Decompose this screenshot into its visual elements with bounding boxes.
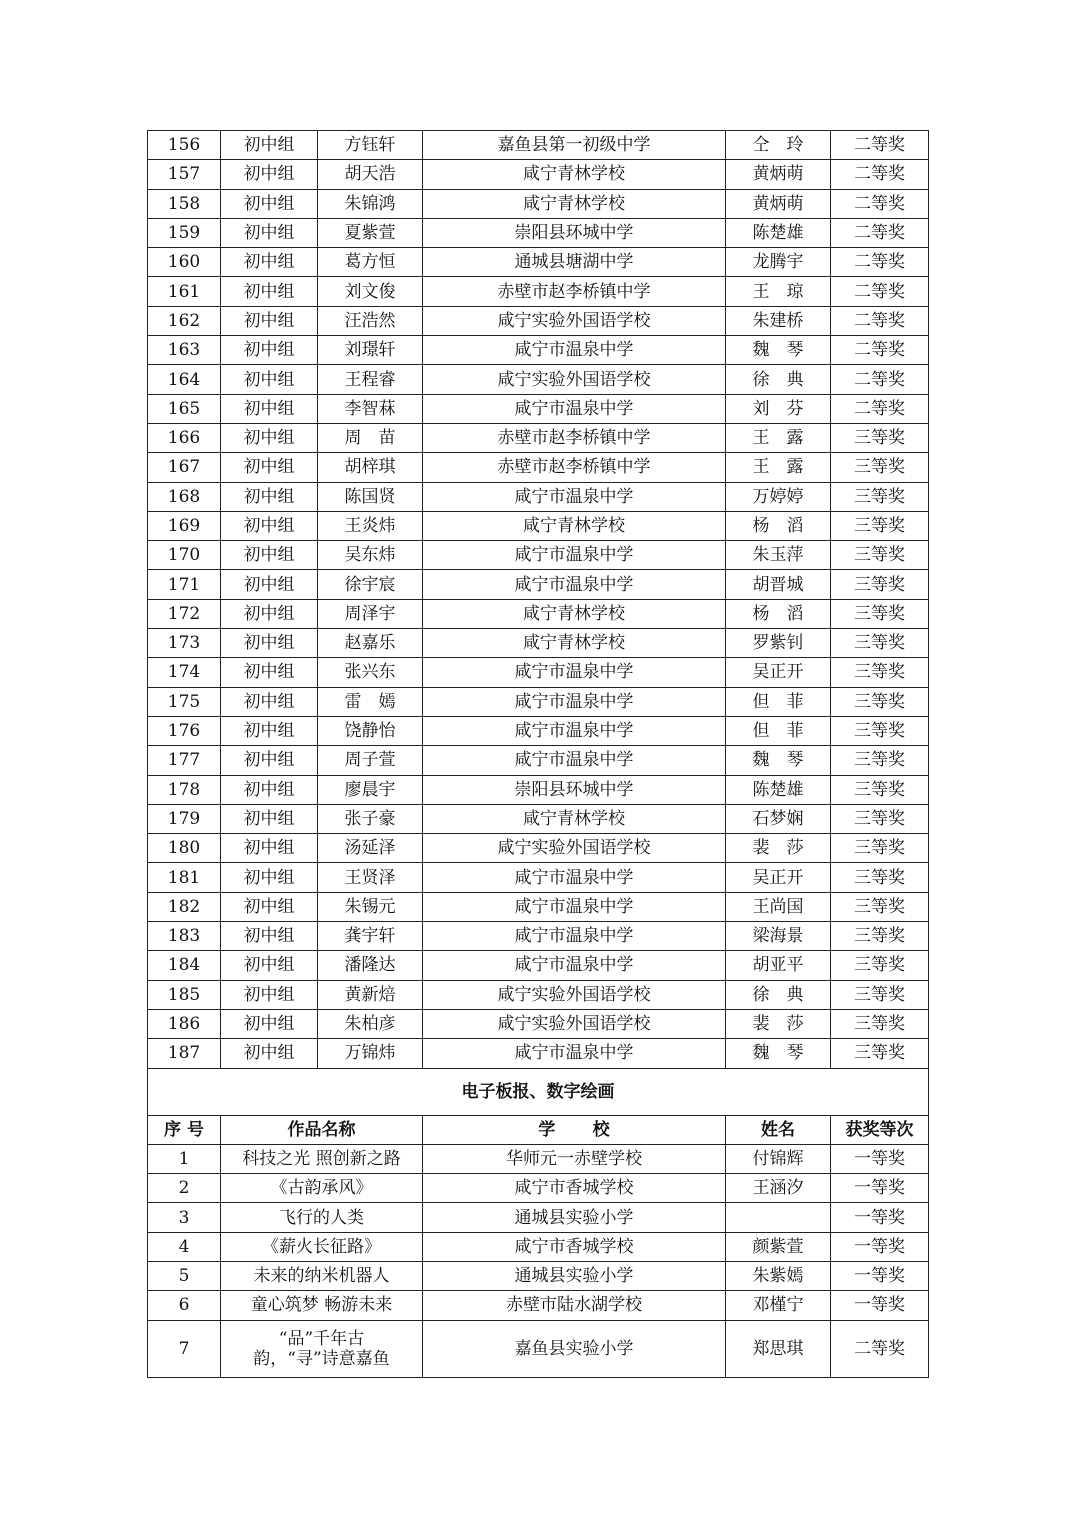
row-school: 咸宁青林学校 <box>423 160 726 189</box>
row-number: 182 <box>148 892 221 921</box>
art-school: 通城县实验小学 <box>423 1203 726 1232</box>
row-student: 雷 嫣 <box>318 687 423 716</box>
row-teacher: 但 菲 <box>726 687 831 716</box>
header-school-label: 学 校 <box>538 1119 620 1140</box>
awards-table-body <box>148 131 929 1378</box>
row-teacher: 朱玉萍 <box>726 541 831 570</box>
row-number: 183 <box>148 922 221 951</box>
row-number: 173 <box>148 629 221 658</box>
row-group: 初中组 <box>221 394 318 423</box>
table-row <box>148 1232 929 1261</box>
row-student: 潘隆达 <box>318 951 423 980</box>
row-teacher: 万婷婷 <box>726 482 831 511</box>
table-row <box>148 1009 929 1038</box>
row-award: 三等奖 <box>831 1039 929 1068</box>
row-teacher: 魏 琴 <box>726 746 831 775</box>
row-award: 三等奖 <box>831 511 929 540</box>
row-teacher: 陈楚雄 <box>726 218 831 247</box>
row-award: 三等奖 <box>831 922 929 951</box>
table-row <box>148 1291 929 1320</box>
table-row <box>148 1203 929 1232</box>
row-teacher: 吴正开 <box>726 658 831 687</box>
row-group: 初中组 <box>221 336 318 365</box>
row-school: 咸宁市温泉中学 <box>423 687 726 716</box>
art-school: 赤壁市陆水湖学校 <box>423 1291 726 1320</box>
row-school: 咸宁实验外国语学校 <box>423 1009 726 1038</box>
row-teacher: 王 露 <box>726 453 831 482</box>
row-student: 张兴东 <box>318 658 423 687</box>
art-number: 7 <box>148 1320 221 1377</box>
art-award: 一等奖 <box>831 1232 929 1261</box>
row-school: 咸宁市温泉中学 <box>423 482 726 511</box>
art-award: 一等奖 <box>831 1144 929 1173</box>
row-award: 三等奖 <box>831 687 929 716</box>
row-number: 172 <box>148 599 221 628</box>
row-teacher: 黄炳萌 <box>726 189 831 218</box>
row-award: 三等奖 <box>831 746 929 775</box>
row-school: 崇阳县环城中学 <box>423 775 726 804</box>
row-student: 胡天浩 <box>318 160 423 189</box>
row-student: 张子豪 <box>318 804 423 833</box>
row-award: 三等奖 <box>831 599 929 628</box>
header-award: 获奖等次 <box>831 1115 929 1144</box>
row-teacher: 王 露 <box>726 423 831 452</box>
row-group: 初中组 <box>221 541 318 570</box>
art-student: 邓槿宁 <box>726 1291 831 1320</box>
table-row <box>148 365 929 394</box>
row-teacher: 裴 莎 <box>726 1009 831 1038</box>
row-award: 三等奖 <box>831 980 929 1009</box>
row-teacher: 梁海景 <box>726 922 831 951</box>
row-award: 三等奖 <box>831 453 929 482</box>
row-teacher: 胡晋城 <box>726 570 831 599</box>
art-student: 郑思琪 <box>726 1320 831 1377</box>
row-number: 178 <box>148 775 221 804</box>
table-row <box>148 248 929 277</box>
row-teacher: 但 菲 <box>726 716 831 745</box>
art-student: 颜紫萱 <box>726 1232 831 1261</box>
row-number: 179 <box>148 804 221 833</box>
row-student: 吴东炜 <box>318 541 423 570</box>
row-group: 初中组 <box>221 131 318 160</box>
row-group: 初中组 <box>221 775 318 804</box>
row-student: 王程睿 <box>318 365 423 394</box>
row-number: 177 <box>148 746 221 775</box>
row-group: 初中组 <box>221 599 318 628</box>
row-school: 咸宁市温泉中学 <box>423 746 726 775</box>
row-school: 赤壁市赵李桥镇中学 <box>423 453 726 482</box>
row-school: 咸宁青林学校 <box>423 189 726 218</box>
row-award: 三等奖 <box>831 804 929 833</box>
row-school: 咸宁青林学校 <box>423 511 726 540</box>
row-group: 初中组 <box>221 570 318 599</box>
row-school: 咸宁青林学校 <box>423 599 726 628</box>
row-award: 二等奖 <box>831 306 929 335</box>
row-student: 王炎炜 <box>318 511 423 540</box>
row-award: 三等奖 <box>831 1009 929 1038</box>
section-title: 电子板报、数字绘画 <box>148 1068 929 1115</box>
table-row <box>148 423 929 452</box>
row-student: 周 苗 <box>318 423 423 452</box>
row-number: 164 <box>148 365 221 394</box>
art-student: 朱紫嫣 <box>726 1261 831 1290</box>
table-row <box>148 863 929 892</box>
art-award: 一等奖 <box>831 1261 929 1290</box>
row-teacher: 杨 滔 <box>726 511 831 540</box>
row-award: 三等奖 <box>831 541 929 570</box>
row-group: 初中组 <box>221 218 318 247</box>
row-group: 初中组 <box>221 863 318 892</box>
row-number: 156 <box>148 131 221 160</box>
row-student: 汪浩然 <box>318 306 423 335</box>
row-teacher: 黄炳萌 <box>726 160 831 189</box>
table-row <box>148 1320 929 1377</box>
table-row <box>148 922 929 951</box>
row-number: 158 <box>148 189 221 218</box>
row-number: 171 <box>148 570 221 599</box>
row-number: 184 <box>148 951 221 980</box>
row-group: 初中组 <box>221 892 318 921</box>
header-no: 序 号 <box>148 1115 221 1144</box>
row-group: 初中组 <box>221 365 318 394</box>
row-school: 咸宁实验外国语学校 <box>423 834 726 863</box>
row-group: 初中组 <box>221 248 318 277</box>
header-name: 姓名 <box>726 1115 831 1144</box>
row-school: 咸宁市温泉中学 <box>423 1039 726 1068</box>
row-school: 咸宁市温泉中学 <box>423 922 726 951</box>
art-work-title: 未来的纳米机器人 <box>221 1261 423 1290</box>
row-group: 初中组 <box>221 658 318 687</box>
row-student: 龚宇轩 <box>318 922 423 951</box>
row-student: 方钰轩 <box>318 131 423 160</box>
row-student: 刘璟轩 <box>318 336 423 365</box>
table-row <box>148 306 929 335</box>
table-row <box>148 570 929 599</box>
row-school: 咸宁实验外国语学校 <box>423 365 726 394</box>
row-student: 夏紫萱 <box>318 218 423 247</box>
art-award: 一等奖 <box>831 1291 929 1320</box>
row-number: 167 <box>148 453 221 482</box>
header-work: 作品名称 <box>221 1115 423 1144</box>
table-row <box>148 160 929 189</box>
row-award: 三等奖 <box>831 863 929 892</box>
row-group: 初中组 <box>221 453 318 482</box>
table-row <box>148 541 929 570</box>
table-row <box>148 629 929 658</box>
row-group: 初中组 <box>221 423 318 452</box>
row-group: 初中组 <box>221 160 318 189</box>
row-student: 万锦炜 <box>318 1039 423 1068</box>
row-number: 165 <box>148 394 221 423</box>
row-school: 咸宁市温泉中学 <box>423 658 726 687</box>
row-number: 181 <box>148 863 221 892</box>
row-student: 徐宇宸 <box>318 570 423 599</box>
art-number: 1 <box>148 1144 221 1173</box>
row-teacher: 魏 琴 <box>726 336 831 365</box>
row-number: 170 <box>148 541 221 570</box>
table-row <box>148 189 929 218</box>
row-group: 初中组 <box>221 189 318 218</box>
table-row <box>148 277 929 306</box>
table-row <box>148 511 929 540</box>
row-student: 汤延泽 <box>318 834 423 863</box>
row-school: 嘉鱼县第一初级中学 <box>423 131 726 160</box>
row-award: 三等奖 <box>831 629 929 658</box>
art-award: 二等奖 <box>831 1320 929 1377</box>
row-award: 三等奖 <box>831 834 929 863</box>
row-group: 初中组 <box>221 277 318 306</box>
row-student: 李智菻 <box>318 394 423 423</box>
row-number: 185 <box>148 980 221 1009</box>
row-teacher: 魏 琴 <box>726 1039 831 1068</box>
row-award: 二等奖 <box>831 160 929 189</box>
table-row <box>148 775 929 804</box>
art-student: 付锦辉 <box>726 1144 831 1173</box>
table-row <box>148 482 929 511</box>
row-number: 166 <box>148 423 221 452</box>
row-award: 二等奖 <box>831 365 929 394</box>
art-number: 2 <box>148 1174 221 1203</box>
art-award: 一等奖 <box>831 1203 929 1232</box>
row-teacher: 吴正开 <box>726 863 831 892</box>
row-number: 163 <box>148 336 221 365</box>
row-group: 初中组 <box>221 482 318 511</box>
row-group: 初中组 <box>221 746 318 775</box>
table-row <box>148 1174 929 1203</box>
row-award: 二等奖 <box>831 336 929 365</box>
row-award: 二等奖 <box>831 131 929 160</box>
header-school <box>423 1115 726 1144</box>
row-student: 周泽宇 <box>318 599 423 628</box>
table-row <box>148 1261 929 1290</box>
row-school: 咸宁青林学校 <box>423 804 726 833</box>
art-school: 华师元一赤壁学校 <box>423 1144 726 1173</box>
art-work-title: 科技之光 照创新之路 <box>221 1144 423 1173</box>
art-school: 通城县实验小学 <box>423 1261 726 1290</box>
row-school: 崇阳县环城中学 <box>423 218 726 247</box>
row-teacher: 陈楚雄 <box>726 775 831 804</box>
table-row <box>148 834 929 863</box>
row-student: 胡梓琪 <box>318 453 423 482</box>
table-row <box>148 804 929 833</box>
table-row <box>148 746 929 775</box>
row-group: 初中组 <box>221 804 318 833</box>
row-teacher: 龙腾宇 <box>726 248 831 277</box>
row-student: 廖晨宇 <box>318 775 423 804</box>
art-award: 一等奖 <box>831 1174 929 1203</box>
row-teacher: 王 琼 <box>726 277 831 306</box>
row-group: 初中组 <box>221 980 318 1009</box>
row-school: 咸宁市温泉中学 <box>423 863 726 892</box>
table-row <box>148 453 929 482</box>
row-number: 175 <box>148 687 221 716</box>
art-work-title: 《薪火长征路》 <box>221 1232 423 1261</box>
row-number: 162 <box>148 306 221 335</box>
row-teacher: 罗紫钊 <box>726 629 831 658</box>
row-number: 186 <box>148 1009 221 1038</box>
row-student: 朱锡元 <box>318 892 423 921</box>
row-teacher: 徐 典 <box>726 365 831 394</box>
row-school: 赤壁市赵李桥镇中学 <box>423 277 726 306</box>
row-number: 157 <box>148 160 221 189</box>
row-number: 176 <box>148 716 221 745</box>
art-school: 咸宁市香城学校 <box>423 1232 726 1261</box>
row-teacher: 杨 滔 <box>726 599 831 628</box>
row-teacher: 裴 莎 <box>726 834 831 863</box>
row-student: 朱锦鸿 <box>318 189 423 218</box>
art-number: 4 <box>148 1232 221 1261</box>
row-group: 初中组 <box>221 687 318 716</box>
table-row <box>148 394 929 423</box>
row-award: 三等奖 <box>831 892 929 921</box>
art-student: 王涵汐 <box>726 1174 831 1203</box>
row-teacher: 刘 芬 <box>726 394 831 423</box>
row-group: 初中组 <box>221 951 318 980</box>
row-student: 陈国贤 <box>318 482 423 511</box>
row-teacher: 胡亚平 <box>726 951 831 980</box>
row-award: 二等奖 <box>831 394 929 423</box>
table-row <box>148 599 929 628</box>
art-number: 5 <box>148 1261 221 1290</box>
art-work-title: 《古韵承风》 <box>221 1174 423 1203</box>
row-student: 刘文俊 <box>318 277 423 306</box>
row-teacher: 徐 典 <box>726 980 831 1009</box>
row-group: 初中组 <box>221 629 318 658</box>
art-school: 咸宁市香城学校 <box>423 1174 726 1203</box>
row-award: 三等奖 <box>831 775 929 804</box>
row-group: 初中组 <box>221 716 318 745</box>
row-award: 三等奖 <box>831 570 929 599</box>
row-school: 咸宁市温泉中学 <box>423 951 726 980</box>
row-student: 饶静怡 <box>318 716 423 745</box>
row-student: 朱柏彦 <box>318 1009 423 1038</box>
row-number: 187 <box>148 1039 221 1068</box>
row-award: 三等奖 <box>831 482 929 511</box>
row-school: 赤壁市赵李桥镇中学 <box>423 423 726 452</box>
row-number: 169 <box>148 511 221 540</box>
row-school: 咸宁实验外国语学校 <box>423 980 726 1009</box>
table-row <box>148 892 929 921</box>
row-award: 二等奖 <box>831 218 929 247</box>
section-title-row <box>148 1068 929 1115</box>
awards-table <box>147 130 929 1378</box>
row-student: 葛方恒 <box>318 248 423 277</box>
table-row <box>148 951 929 980</box>
row-group: 初中组 <box>221 1039 318 1068</box>
table-row <box>148 131 929 160</box>
row-award: 三等奖 <box>831 716 929 745</box>
table-row <box>148 980 929 1009</box>
row-teacher: 仝 玲 <box>726 131 831 160</box>
row-teacher: 朱建桥 <box>726 306 831 335</box>
table-row <box>148 218 929 247</box>
row-number: 159 <box>148 218 221 247</box>
row-student: 赵嘉乐 <box>318 629 423 658</box>
art-work-title: 飞行的人类 <box>221 1203 423 1232</box>
row-school: 咸宁市温泉中学 <box>423 892 726 921</box>
art-number: 3 <box>148 1203 221 1232</box>
row-number: 168 <box>148 482 221 511</box>
table-row <box>148 716 929 745</box>
row-award: 二等奖 <box>831 189 929 218</box>
row-number: 174 <box>148 658 221 687</box>
art-school: 嘉鱼县实验小学 <box>423 1320 726 1377</box>
row-award: 三等奖 <box>831 423 929 452</box>
row-group: 初中组 <box>221 306 318 335</box>
art-work-title: 童心筑梦 畅游未来 <box>221 1291 423 1320</box>
art-student <box>726 1203 831 1232</box>
row-school: 咸宁市温泉中学 <box>423 570 726 599</box>
row-school: 咸宁市温泉中学 <box>423 394 726 423</box>
table-row <box>148 1144 929 1173</box>
row-school: 咸宁市温泉中学 <box>423 716 726 745</box>
row-teacher: 石梦娴 <box>726 804 831 833</box>
row-group: 初中组 <box>221 511 318 540</box>
row-school: 咸宁青林学校 <box>423 629 726 658</box>
row-group: 初中组 <box>221 1009 318 1038</box>
row-award: 二等奖 <box>831 248 929 277</box>
row-school: 咸宁市温泉中学 <box>423 541 726 570</box>
section-header-row <box>148 1115 929 1144</box>
row-teacher: 王尚国 <box>726 892 831 921</box>
row-number: 161 <box>148 277 221 306</box>
row-school: 通城县塘湖中学 <box>423 248 726 277</box>
row-award: 二等奖 <box>831 277 929 306</box>
table-row <box>148 1039 929 1068</box>
art-work-title: “品”千年古韵，“寻”诗意嘉鱼 <box>221 1320 423 1377</box>
row-school: 咸宁市温泉中学 <box>423 336 726 365</box>
row-number: 180 <box>148 834 221 863</box>
table-row <box>148 687 929 716</box>
table-row <box>148 658 929 687</box>
table-row <box>148 336 929 365</box>
row-student: 黄新焙 <box>318 980 423 1009</box>
row-school: 咸宁实验外国语学校 <box>423 306 726 335</box>
row-number: 160 <box>148 248 221 277</box>
row-student: 周子萱 <box>318 746 423 775</box>
row-group: 初中组 <box>221 834 318 863</box>
art-number: 6 <box>148 1291 221 1320</box>
row-award: 三等奖 <box>831 658 929 687</box>
row-award: 三等奖 <box>831 951 929 980</box>
row-student: 王贤泽 <box>318 863 423 892</box>
row-group: 初中组 <box>221 922 318 951</box>
